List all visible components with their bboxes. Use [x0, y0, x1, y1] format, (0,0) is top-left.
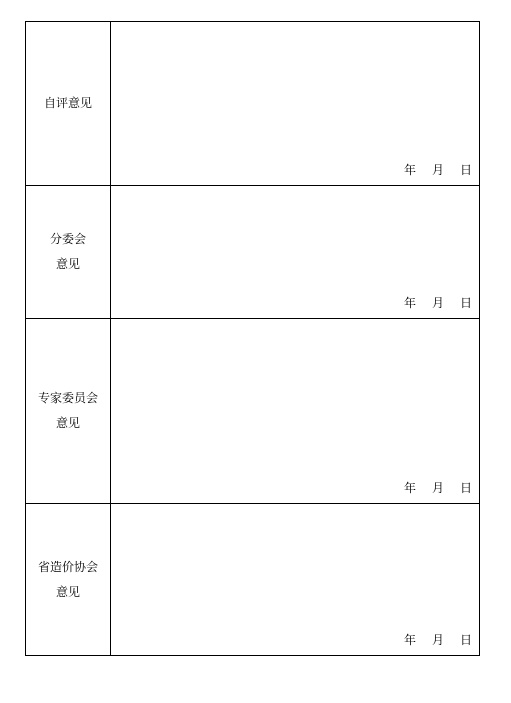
- day-label: 日: [459, 163, 472, 177]
- year-label: 年: [403, 296, 416, 310]
- self-evaluation-opinion-field[interactable]: [111, 22, 480, 186]
- expert-committee-row: [26, 319, 480, 504]
- subcommittee-date-line: [388, 296, 472, 310]
- expert-committee-label-line-1: 专家委员会: [37, 391, 98, 405]
- subcommittee-label-cell: [26, 186, 111, 319]
- provincial-association-label-cell: [26, 504, 111, 656]
- year-label: 年: [403, 163, 416, 177]
- opinion-form-table: [25, 21, 480, 656]
- day-label: 日: [459, 633, 472, 647]
- expert-committee-label-line-2: 意见: [55, 416, 80, 430]
- provincial-association-opinion-field[interactable]: [111, 504, 480, 656]
- subcommittee-row: [26, 186, 480, 319]
- month-label: 月: [431, 163, 444, 177]
- month-label: 月: [431, 633, 444, 647]
- year-label: 年: [403, 481, 416, 495]
- expert-committee-label-cell: [26, 319, 111, 504]
- month-label: 月: [431, 296, 444, 310]
- self-evaluation-row: [26, 22, 480, 186]
- self-evaluation-label-cell: [26, 22, 111, 186]
- subcommittee-opinion-field[interactable]: [111, 186, 480, 319]
- day-label: 日: [459, 481, 472, 495]
- day-label: 日: [459, 296, 472, 310]
- month-label: 月: [431, 481, 444, 495]
- expert-committee-date-line: [388, 481, 472, 495]
- subcommittee-label-line-1: 分委会: [49, 232, 86, 246]
- year-label: 年: [403, 633, 416, 647]
- provincial-association-label-line-2: 意见: [55, 584, 80, 599]
- provincial-association-row: [26, 504, 480, 656]
- provincial-association-label-line-1: 省造价协会: [37, 559, 98, 574]
- self-evaluation-date-line: [388, 163, 472, 177]
- subcommittee-label-line-2: 意见: [55, 257, 80, 271]
- provincial-association-date-line: [388, 633, 472, 647]
- self-evaluation-label: 自评意见: [43, 96, 92, 110]
- expert-committee-opinion-field[interactable]: [111, 319, 480, 504]
